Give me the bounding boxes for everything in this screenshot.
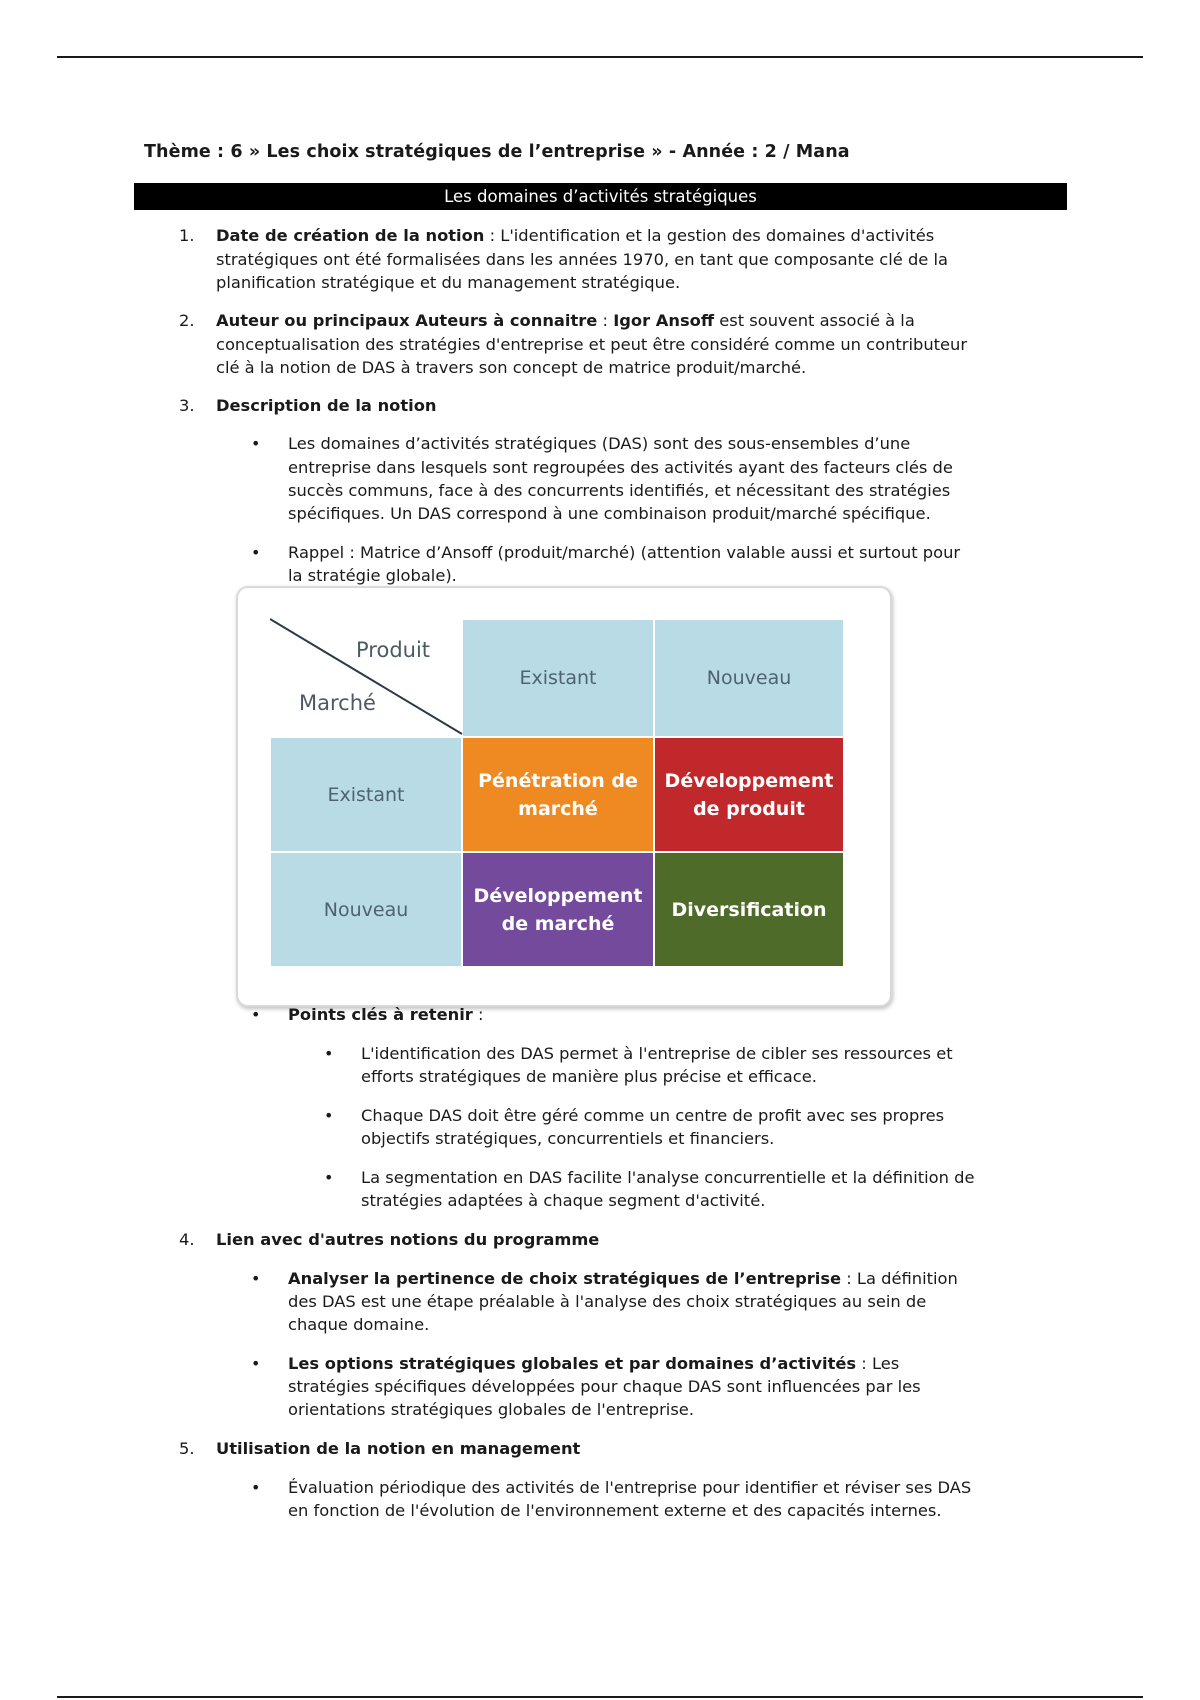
section-3-label: Description de la notion — [216, 396, 437, 415]
cell-dev-produit-line-1: Développement — [664, 769, 834, 792]
s3-sub3-line-1: La segmentation en DAS facilite l'analyse concurrentielle et la définition de — [361, 1168, 975, 1187]
s4-b1-label: Analyser la pertinence de choix stratégiques de l’entreprise — [288, 1269, 842, 1288]
s4-b2-label: Les options stratégiques globales et par domaines d’activités — [288, 1354, 857, 1373]
s4-b1-line-3: chaque domaine. — [288, 1315, 430, 1334]
matrix-col-nouveau: Nouveau — [655, 620, 843, 736]
s4-b2-line-1 — [288, 1353, 899, 1376]
cell-developpement-produit — [655, 738, 843, 851]
section-5-number: 5. — [179, 1439, 195, 1458]
section-2-number: 2. — [179, 311, 195, 330]
section-1-line-3: planification stratégique et du management stratégique. — [216, 273, 681, 292]
section-2-author: Igor Ansoff — [613, 311, 715, 330]
section-1-line-2: stratégiques ont été formalisées dans les années 1970, en tant que composante clé de la — [216, 250, 949, 269]
section-3-heading — [216, 395, 437, 418]
s5-b1-line-1: Évaluation périodique des activités de l'entreprise pour identifier et réviser ses DAS — [288, 1478, 972, 1497]
s3-b1-line-1: Les domaines d’activités stratégiques (DAS) sont des sous-ensembles d’une — [288, 434, 911, 453]
section-5-label: Utilisation de la notion en management — [216, 1439, 581, 1458]
s4-b1-line-2: des DAS est une étape préalable à l'analyse des choix stratégiques au sein de — [288, 1292, 927, 1311]
s3-b1-line-4: spécifiques. Un DAS correspond à une combinaison produit/marché spécifique. — [288, 504, 931, 523]
sub-bullet-icon: • — [324, 1106, 334, 1125]
bullet-icon: • — [251, 1269, 261, 1288]
bullet-icon: • — [251, 543, 261, 562]
corner-label-marche: Marché — [299, 691, 376, 715]
bullet-icon: • — [251, 1005, 261, 1024]
cell-penetration-line-2: marché — [518, 797, 598, 820]
cell-diversification: Diversification — [655, 853, 843, 966]
section-4-number: 4. — [179, 1230, 195, 1249]
cell-penetration-line-1: Pénétration de — [478, 769, 638, 792]
s3-b1-line-2: entreprise dans lesquels sont regroupées des activités ayant des facteurs clés de — [288, 458, 953, 477]
bottom-rule — [57, 1696, 1143, 1698]
s3-b1-line-3: succès communs, face à des concurrents identifiés, et nécessitant des stratégies — [288, 481, 951, 500]
section-2-line-3: clé à la notion de DAS à travers son concept de matrice produit/marché. — [216, 358, 807, 377]
bullet-icon: • — [251, 1478, 261, 1497]
s3-sub2-line-2: objectifs stratégiques, concurrentiels et financiers. — [361, 1129, 775, 1148]
matrix-row-existant: Existant — [271, 738, 461, 851]
s4-b1-text-1: : La définition — [841, 1269, 958, 1288]
bullet-icon: • — [251, 434, 261, 453]
matrix-col-existant: Existant — [463, 620, 653, 736]
diagonal-divider — [270, 618, 466, 738]
s5-b1-line-2: en fonction de l'évolution de l'environnement externe et des capacités internes. — [288, 1501, 942, 1520]
sub-bullet-icon: • — [324, 1168, 334, 1187]
bullet-icon: • — [251, 1354, 261, 1373]
s3-sub1-line-2: efforts stratégiques de manière plus précise et efficace. — [361, 1067, 817, 1086]
section-2-label: Auteur ou principaux Auteurs à connaitre — [216, 311, 598, 330]
corner-label-produit: Produit — [356, 638, 431, 662]
section-4-heading — [216, 1229, 599, 1252]
s4-b1-line-1 — [288, 1268, 958, 1291]
s3-b3-heading — [288, 1004, 484, 1027]
section-3-number: 3. — [179, 396, 195, 415]
cell-dev-produit-line-2: de produit — [693, 797, 805, 820]
cell-dev-marche-line-2: de marché — [501, 912, 615, 935]
matrix-row-nouveau: Nouveau — [271, 853, 461, 966]
section-2-sep: : — [597, 311, 614, 330]
top-rule — [57, 56, 1143, 58]
s4-b2-line-3: orientations stratégiques globales de l'entreprise. — [288, 1400, 694, 1419]
section-4-label: Lien avec d'autres notions du programme — [216, 1230, 600, 1249]
section-1-label: Date de création de la notion — [216, 226, 485, 245]
s3-b2-line-1: Rappel : Matrice d’Ansoff (produit/marché) (attention valable aussi et surtout pour — [288, 543, 961, 562]
section-2-line-1 — [216, 310, 915, 333]
cell-developpement-marche — [463, 853, 653, 966]
s3-sub3-line-2: stratégies adaptées à chaque segment d'activité. — [361, 1191, 766, 1210]
section-1-line-1 — [216, 225, 934, 248]
section-2-text-1: est souvent associé à la — [714, 311, 915, 330]
points-cles-colon: : — [472, 1005, 484, 1024]
section-1-number: 1. — [179, 226, 195, 245]
cell-dev-marche-line-1: Développement — [473, 884, 643, 907]
s4-b2-text-1: : Les — [856, 1354, 900, 1373]
s4-b2-line-2: stratégies spécifiques développées pour chaque DAS sont influencées par les — [288, 1377, 921, 1396]
cell-penetration-marche — [463, 738, 653, 851]
points-cles-label: Points clés à retenir — [288, 1005, 473, 1024]
page-header: Thème : 6 » Les choix stratégiques de l’entreprise » - Année : 2 / Mana — [144, 142, 850, 162]
page-title: Les domaines d’activités stratégiques — [134, 183, 1067, 210]
s3-sub2-line-1: Chaque DAS doit être géré comme un centre de profit avec ses propres — [361, 1106, 945, 1125]
s3-b2-line-2: la stratégie globale). — [288, 566, 457, 585]
s3-sub1-line-1: L'identification des DAS permet à l'entreprise de cibler ses ressources et — [361, 1044, 953, 1063]
section-5-heading — [216, 1438, 580, 1461]
sub-bullet-icon: • — [324, 1044, 334, 1063]
section-2-line-2: conceptualisation des stratégies d'entreprise et peut être considéré comme un contributeur — [216, 335, 968, 354]
section-1-text-1: : L'identification et la gestion des domaines d'activités — [484, 226, 935, 245]
